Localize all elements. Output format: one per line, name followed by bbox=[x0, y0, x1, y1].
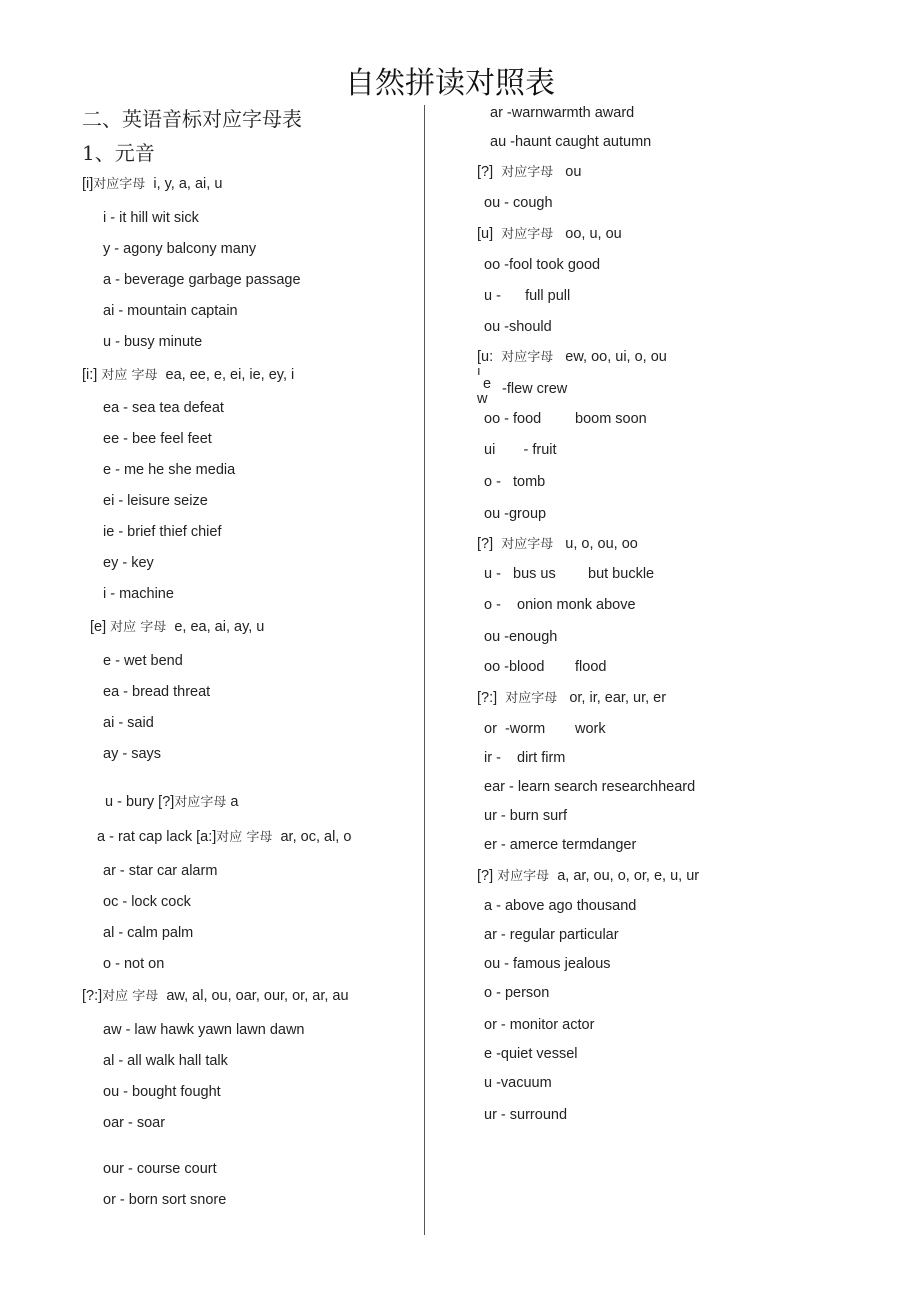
list-item: aw - law hawk yawn lawn dawn bbox=[103, 1022, 305, 1038]
list-item: oo -blood bbox=[484, 659, 545, 675]
list-item: or - monitor actor bbox=[484, 1017, 595, 1033]
phoneme-letters: i, y, a, ai, u bbox=[153, 176, 223, 192]
list-item: i - it hill wit sick bbox=[103, 210, 199, 226]
list-item: ou - bought fought bbox=[103, 1084, 221, 1100]
list-item: e - me he she media bbox=[103, 462, 236, 478]
phoneme-heading-q1 bbox=[477, 163, 581, 182]
phoneme-label: 对应 字母 bbox=[102, 989, 159, 1004]
phoneme-letters: oo, u, ou bbox=[565, 226, 622, 242]
subsection-heading: 1、元音 bbox=[82, 141, 155, 165]
section-heading: 二、英语音标对应字母表 bbox=[82, 107, 302, 131]
list-item: au -haunt caught autumn bbox=[490, 134, 652, 150]
phoneme-label: 对应字母 bbox=[505, 691, 558, 706]
list-item: al - calm palm bbox=[103, 925, 194, 941]
list-item: y - agony balcony many bbox=[103, 241, 257, 257]
list-item: ey - key bbox=[103, 555, 154, 571]
list-item: o - tomb bbox=[484, 474, 546, 490]
list-item: o - person bbox=[484, 985, 550, 1001]
phoneme-label: 对应字母 bbox=[501, 227, 554, 242]
phoneme-label: 对应字母 bbox=[501, 165, 554, 180]
phoneme-heading-uu bbox=[477, 348, 667, 367]
phoneme-symbol: [e] bbox=[90, 619, 107, 635]
list-item: oo - food bbox=[484, 411, 542, 427]
phoneme-letters: ou bbox=[565, 164, 582, 180]
phoneme-symbol: [?] bbox=[477, 536, 494, 552]
list-item: e -quiet vessel bbox=[484, 1046, 578, 1062]
list-item: or -worm bbox=[484, 721, 546, 737]
phoneme-letters: ar, oc, al, o bbox=[280, 829, 352, 845]
column-divider bbox=[424, 105, 425, 1235]
list-item: a - beverage garbage passage bbox=[103, 272, 301, 288]
phoneme-label: 对应字母 bbox=[174, 795, 227, 810]
phoneme-heading-i bbox=[82, 175, 222, 194]
phoneme-letters: aw, al, ou, oar, our, or, ar, au bbox=[166, 988, 349, 1004]
phoneme-symbol: [u: bbox=[477, 349, 494, 365]
phoneme-symbol: [i] bbox=[82, 176, 94, 192]
overlap-fragment: ı bbox=[477, 363, 481, 378]
list-item-extra: flood bbox=[575, 659, 607, 675]
list-item-text: u - bury [?] bbox=[105, 794, 175, 810]
list-item: ear - learn search researchheard bbox=[484, 779, 696, 795]
list-item: i - machine bbox=[103, 586, 174, 602]
phoneme-heading-ii bbox=[82, 366, 294, 385]
list-item: ea - bread threat bbox=[103, 684, 211, 700]
list-item: a - above ago thousand bbox=[484, 898, 637, 914]
phoneme-heading-v bbox=[477, 535, 638, 554]
overlap-letter-w: w bbox=[477, 391, 488, 407]
list-item: o - not on bbox=[103, 956, 165, 972]
list-item: ie - brief thief chief bbox=[103, 524, 222, 540]
phoneme-heading-oo bbox=[82, 987, 349, 1006]
list-item: ou -enough bbox=[484, 629, 558, 645]
phoneme-letters: ea, ee, e, ei, ie, ey, i bbox=[165, 367, 295, 383]
list-item-extra: boom soon bbox=[575, 411, 647, 427]
list-item: ar -warnwarmth award bbox=[490, 105, 635, 121]
phoneme-symbol: [u] bbox=[477, 226, 494, 242]
list-item: -flew crew bbox=[502, 381, 568, 397]
phoneme-letters: or, ir, ear, ur, er bbox=[569, 690, 667, 706]
list-item-text: a - rat cap lack [a:] bbox=[97, 829, 217, 845]
phoneme-heading-schwa bbox=[477, 867, 699, 886]
list-item-u-bury bbox=[105, 793, 238, 812]
phoneme-letters: a, ar, ou, o, or, e, u, ur bbox=[557, 868, 700, 884]
phoneme-symbol: [i:] bbox=[82, 367, 98, 383]
list-item: e - wet bend bbox=[103, 653, 183, 669]
phoneme-heading-u bbox=[477, 225, 622, 244]
list-item: or - born sort snore bbox=[103, 1192, 227, 1208]
list-item: ur - surround bbox=[484, 1107, 568, 1123]
list-item: ou -should bbox=[484, 319, 552, 335]
phoneme-letters: e, ea, ai, ay, u bbox=[174, 619, 265, 635]
phoneme-letters: a bbox=[230, 794, 239, 810]
list-item: al - all walk hall talk bbox=[103, 1053, 228, 1069]
overlap-letter-e: e bbox=[483, 376, 492, 392]
list-item: u - busy minute bbox=[103, 334, 203, 350]
list-item: ar - regular particular bbox=[484, 927, 619, 943]
phoneme-symbol: [?] bbox=[477, 164, 494, 180]
list-item: ai - mountain captain bbox=[103, 303, 238, 319]
page-title: 自然拼读对照表 bbox=[345, 66, 555, 101]
list-item: ea - sea tea defeat bbox=[103, 400, 224, 416]
phoneme-symbol: [?:] bbox=[82, 988, 103, 1004]
phoneme-symbol: [?] bbox=[477, 868, 494, 884]
list-item: ei - leisure seize bbox=[103, 493, 208, 509]
list-item: u -vacuum bbox=[484, 1075, 552, 1091]
phoneme-label: 对应 字母 bbox=[101, 368, 158, 383]
list-item: ai - said bbox=[103, 715, 154, 731]
list-item: oo -fool took good bbox=[484, 257, 601, 273]
list-item: our - course court bbox=[103, 1161, 217, 1177]
list-item: ay - says bbox=[103, 746, 162, 762]
list-item: ou - famous jealous bbox=[484, 956, 611, 972]
list-item: ee - bee feel feet bbox=[103, 431, 212, 447]
list-item: oar - soar bbox=[103, 1115, 166, 1131]
list-item: u - bus us bbox=[484, 566, 556, 582]
list-item: ir - dirt firm bbox=[484, 750, 566, 766]
phoneme-symbol: [?:] bbox=[477, 690, 498, 706]
list-item: ur - burn surf bbox=[484, 808, 567, 824]
phoneme-letters: u, o, ou, oo bbox=[565, 536, 638, 552]
phoneme-heading-e bbox=[90, 618, 264, 637]
phoneme-label: 对应 字母 bbox=[110, 620, 167, 635]
phoneme-heading-er bbox=[477, 689, 666, 708]
phoneme-label: 对应字母 bbox=[93, 177, 146, 192]
list-item: er - amerce termdanger bbox=[484, 837, 637, 853]
phoneme-label: 对应字母 bbox=[501, 537, 554, 552]
list-item-extra: but buckle bbox=[588, 566, 655, 582]
list-item: ou - cough bbox=[484, 195, 553, 211]
phoneme-label: 对应字母 bbox=[497, 869, 550, 884]
list-item-extra: work bbox=[575, 721, 606, 737]
list-item: o - onion monk above bbox=[484, 597, 636, 613]
list-item: ui - fruit bbox=[484, 442, 557, 458]
list-item: ou -group bbox=[484, 506, 547, 522]
phoneme-label: 对应 字母 bbox=[216, 830, 273, 845]
list-item-a-rat bbox=[97, 828, 351, 847]
phoneme-label: 对应字母 bbox=[501, 350, 554, 365]
phoneme-letters: ew, oo, ui, o, ou bbox=[565, 349, 667, 365]
list-item: oc - lock cock bbox=[103, 894, 191, 910]
list-item: u - full pull bbox=[484, 288, 571, 304]
list-item: ar - star car alarm bbox=[103, 863, 218, 879]
